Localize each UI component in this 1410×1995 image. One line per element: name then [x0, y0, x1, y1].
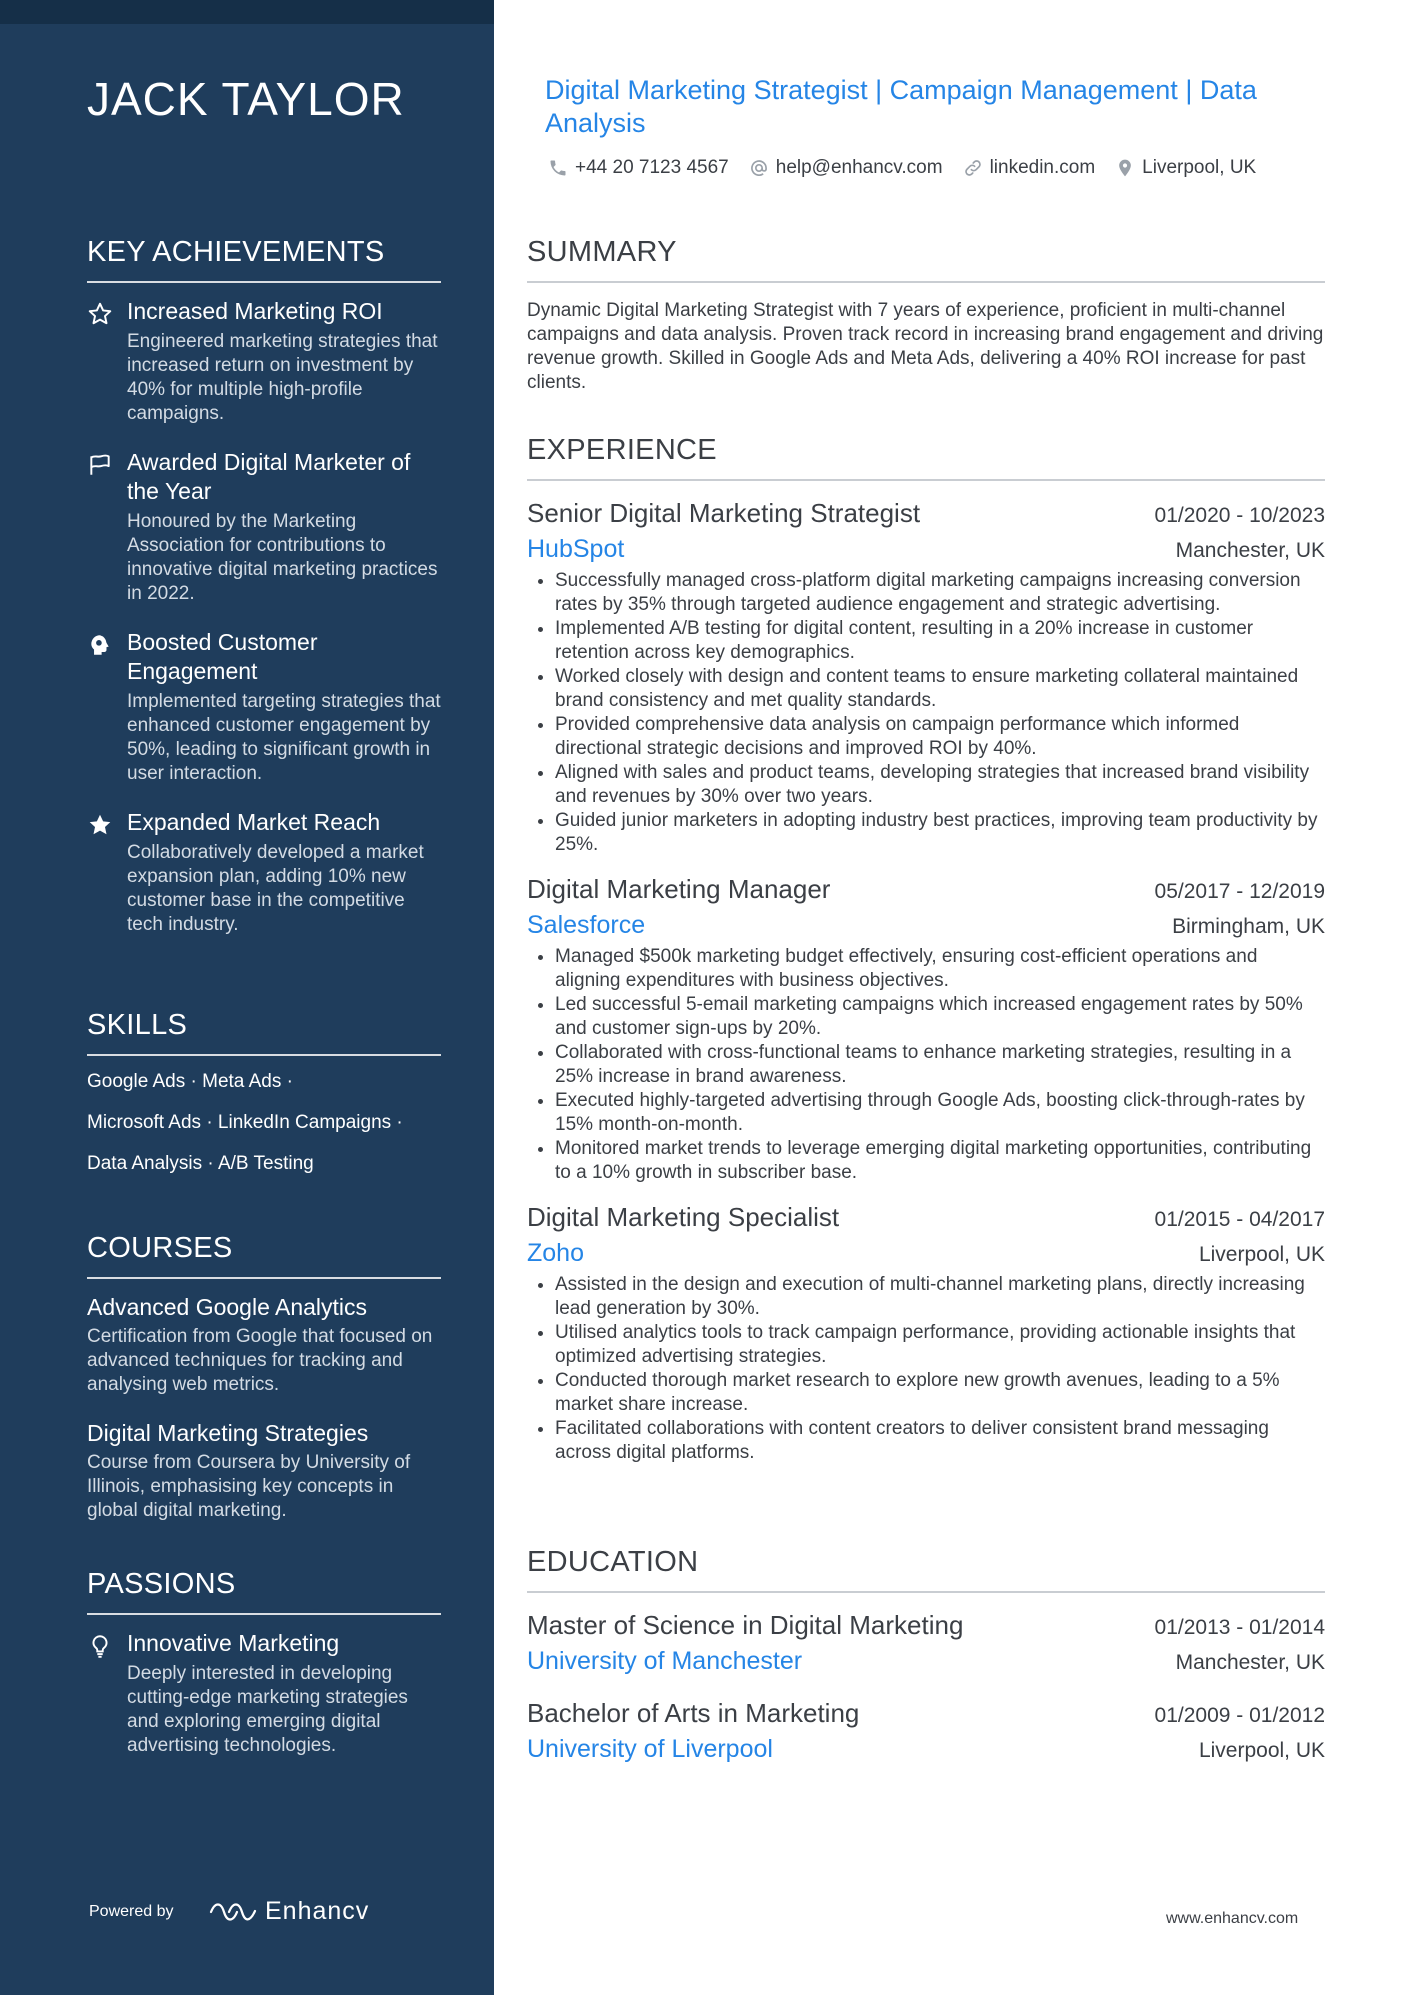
achievement-title: Boosted Customer Engagement — [127, 629, 318, 684]
job-bullet: • Implemented A/B testing for digital content, resulting in a 20% increase in customer retention across key demographics. — [555, 617, 1325, 665]
summary-text: Dynamic Digital Marketing Strategist with 7 years of experience, proficient in multi-channel campaigns and data analysis. Proven track record in increasing brand engagement and driving revenue growth. Skilled in Google Ads and Meta Ads, delivering a 40% ROI increase for past clients. — [527, 300, 1324, 393]
job-location: Birmingham, UK — [1172, 915, 1325, 938]
education-entry — [527, 1697, 1325, 1765]
star-filled-icon — [87, 812, 113, 838]
job-company: Zoho — [527, 1239, 584, 1267]
education-school: University of Liverpool — [527, 1735, 773, 1763]
contact-location — [1115, 157, 1256, 179]
powered-by-label: Powered by — [89, 1903, 174, 1920]
job-entry — [527, 873, 1325, 1185]
achievement-title: Increased Marketing ROI — [127, 298, 383, 324]
phone-icon — [548, 158, 568, 178]
skills-row: Google Ads · Meta Ads · — [87, 1071, 293, 1092]
section-heading: KEY ACHIEVEMENTS — [87, 236, 441, 283]
section-heading: SKILLS — [87, 1009, 441, 1056]
passion-title: Innovative Marketing — [127, 1630, 340, 1656]
job-bullet: • Collaborated with cross-functional teams to enhance marketing strategies, resulting in a 25% increase in brand awareness. — [555, 1041, 1325, 1089]
job-role: Senior Digital Marketing Strategist — [527, 498, 921, 528]
education-degree: Master of Science in Digital Marketing — [527, 1610, 964, 1640]
job-bullet: • Aligned with sales and product teams, developing strategies that increased brand visibility and revenues by 30% over two years. — [555, 761, 1325, 809]
education-entry — [527, 1609, 1325, 1677]
passion-desc: Deeply interested in developing cutting-edge marketing strategies and exploring emerging digital advertising technologies. — [127, 1663, 408, 1756]
education-location: Liverpool, UK — [1198, 1739, 1325, 1762]
contact-bar — [548, 157, 1276, 179]
job-dates: 01/2020 - 10/2023 — [1154, 504, 1325, 527]
contact-linkedin[interactable] — [963, 157, 1096, 179]
job-bullet: • Facilitated collaborations with content creators to deliver consistent brand messaging across digital platforms. — [555, 1417, 1325, 1465]
footer-url[interactable]: www.enhancv.com — [1166, 1910, 1299, 1927]
passions-section — [87, 1568, 441, 1780]
sidebar — [0, 0, 494, 1995]
skills-section — [87, 1009, 441, 1193]
job-bullet: • Provided comprehensive data analysis on campaign performance which informed directional strategic decisions and improved ROI by 40%. — [555, 713, 1325, 761]
achievement-item — [87, 628, 441, 786]
job-bullets — [527, 945, 1325, 1185]
enhancv-logo-icon — [208, 1898, 258, 1926]
location-icon — [1115, 158, 1135, 178]
education-location: Manchester, UK — [1175, 1651, 1325, 1674]
skills-row: Microsoft Ads · LinkedIn Campaigns · — [87, 1112, 403, 1133]
course-desc: Course from Coursera by University of Illinois, emphasising key concepts in global digital marketing. — [87, 1452, 411, 1521]
sidebar-top-bar — [0, 0, 494, 24]
job-bullets — [527, 1273, 1325, 1465]
education-dates: 01/2013 - 01/2014 — [1154, 1616, 1325, 1639]
summary-section — [527, 236, 1325, 395]
achievement-desc: Engineered marketing strategies that increased return on investment by 40% for multiple high-profile campaigns. — [127, 331, 438, 424]
job-bullet: • Worked closely with design and content teams to ensure marketing collateral maintained brand consistency and met quality standards. — [555, 665, 1325, 713]
job-dates: 01/2015 - 04/2017 — [1154, 1208, 1325, 1231]
achievement-item — [87, 448, 441, 606]
job-dates: 05/2017 - 12/2019 — [1154, 880, 1325, 903]
job-location: Liverpool, UK — [1198, 1243, 1325, 1266]
section-heading: EDUCATION — [527, 1546, 1325, 1593]
job-bullet: • Conducted thorough market research to explore new growth avenues, leading to a 5% market share increase. — [555, 1369, 1325, 1417]
education-section — [527, 1546, 1325, 1785]
job-location: Manchester, UK — [1175, 539, 1325, 562]
contact-email[interactable] — [749, 157, 943, 179]
star-outline-icon — [87, 301, 113, 327]
course-title: Advanced Google Analytics — [87, 1294, 368, 1320]
job-entry — [527, 1201, 1325, 1465]
achievement-item — [87, 808, 441, 937]
headline: Digital Marketing Strategist | Campaign Management | Data Analysis — [545, 75, 1257, 138]
job-company: HubSpot — [527, 535, 625, 563]
job-bullet: • Guided junior marketers in adopting industry best practices, improving team productivity by 25%. — [555, 809, 1325, 857]
course-desc: Certification from Google that focused on advanced techniques for tracking and analysing web metrics. — [87, 1326, 433, 1395]
achievement-desc: Honoured by the Marketing Association for contributions to innovative digital marketing practices in 2022. — [127, 511, 438, 604]
job-role: Digital Marketing Manager — [527, 874, 831, 904]
job-bullet: • Utilised analytics tools to track campaign performance, providing actionable insights that optimized advertising strategies. — [555, 1321, 1325, 1369]
contact-text: linkedin.com — [989, 157, 1096, 178]
contact-phone[interactable] — [548, 157, 729, 179]
experience-section — [527, 434, 1325, 1481]
enhancv-logo-text: Enhancv — [265, 1897, 370, 1925]
job-role: Digital Marketing Specialist — [527, 1202, 840, 1232]
education-school: University of Manchester — [527, 1647, 803, 1675]
candidate-name: JACK TAYLOR — [87, 73, 405, 125]
section-heading: EXPERIENCE — [527, 434, 1325, 481]
education-degree: Bachelor of Arts in Marketing — [527, 1698, 860, 1728]
skills-row: Data Analysis · A/B Testing — [87, 1153, 314, 1174]
job-bullet: • Monitored market trends to leverage emerging digital marketing opportunities, contributing to a 10% growth in subscriber base. — [555, 1137, 1325, 1185]
course-title: Digital Marketing Strategies — [87, 1420, 369, 1446]
achievement-title: Awarded Digital Marketer of the Year — [127, 449, 411, 504]
enhancv-logo[interactable] — [208, 1897, 369, 1926]
job-bullet: • Managed $500k marketing budget effectively, ensuring cost-efficient operations and aligning expenditures with business objectives. — [555, 945, 1325, 993]
job-bullets — [527, 569, 1325, 857]
flag-icon — [87, 452, 113, 478]
passion-item — [87, 1629, 441, 1758]
education-dates: 01/2009 - 01/2012 — [1154, 1704, 1325, 1727]
job-company: Salesforce — [527, 911, 646, 939]
achievement-desc: Implemented targeting strategies that enhanced customer engagement by 50%, leading to significant growth in user interaction. — [127, 691, 441, 784]
section-heading: SUMMARY — [527, 236, 1325, 283]
courses-section — [87, 1232, 441, 1545]
achievement-item — [87, 297, 441, 426]
achievement-title: Expanded Market Reach — [127, 809, 381, 835]
section-heading: PASSIONS — [87, 1568, 441, 1615]
job-bullet: • Executed highly-targeted advertising through Google Ads, boosting click-through-rates by 15% month-on-month. — [555, 1089, 1325, 1137]
job-bullet: • Successfully managed cross-platform digital marketing campaigns increasing conversion rates by 35% through targeted audience engagement and strategic advertising. — [555, 569, 1325, 617]
at-icon — [749, 158, 769, 178]
job-bullet: • Led successful 5-email marketing campaigns which increased engagement rates by 50% and customer sign-ups by 20%. — [555, 993, 1325, 1041]
job-entry — [527, 497, 1325, 857]
contact-text: +44 20 7123 4567 — [575, 157, 729, 178]
head-icon — [87, 632, 113, 658]
key-achievements-section — [87, 236, 441, 959]
link-icon — [963, 158, 983, 178]
contact-text: help@enhancv.com — [775, 157, 943, 178]
lightbulb-icon — [87, 1633, 113, 1659]
contact-text: Liverpool, UK — [1142, 157, 1257, 178]
job-bullet: • Assisted in the design and execution of multi-channel marketing plans, directly increasing lead generation by 30%. — [555, 1273, 1325, 1321]
achievement-desc: Collaboratively developed a market expansion plan, adding 10% new customer base in the competitive tech industry. — [127, 842, 424, 935]
section-heading: COURSES — [87, 1232, 441, 1279]
